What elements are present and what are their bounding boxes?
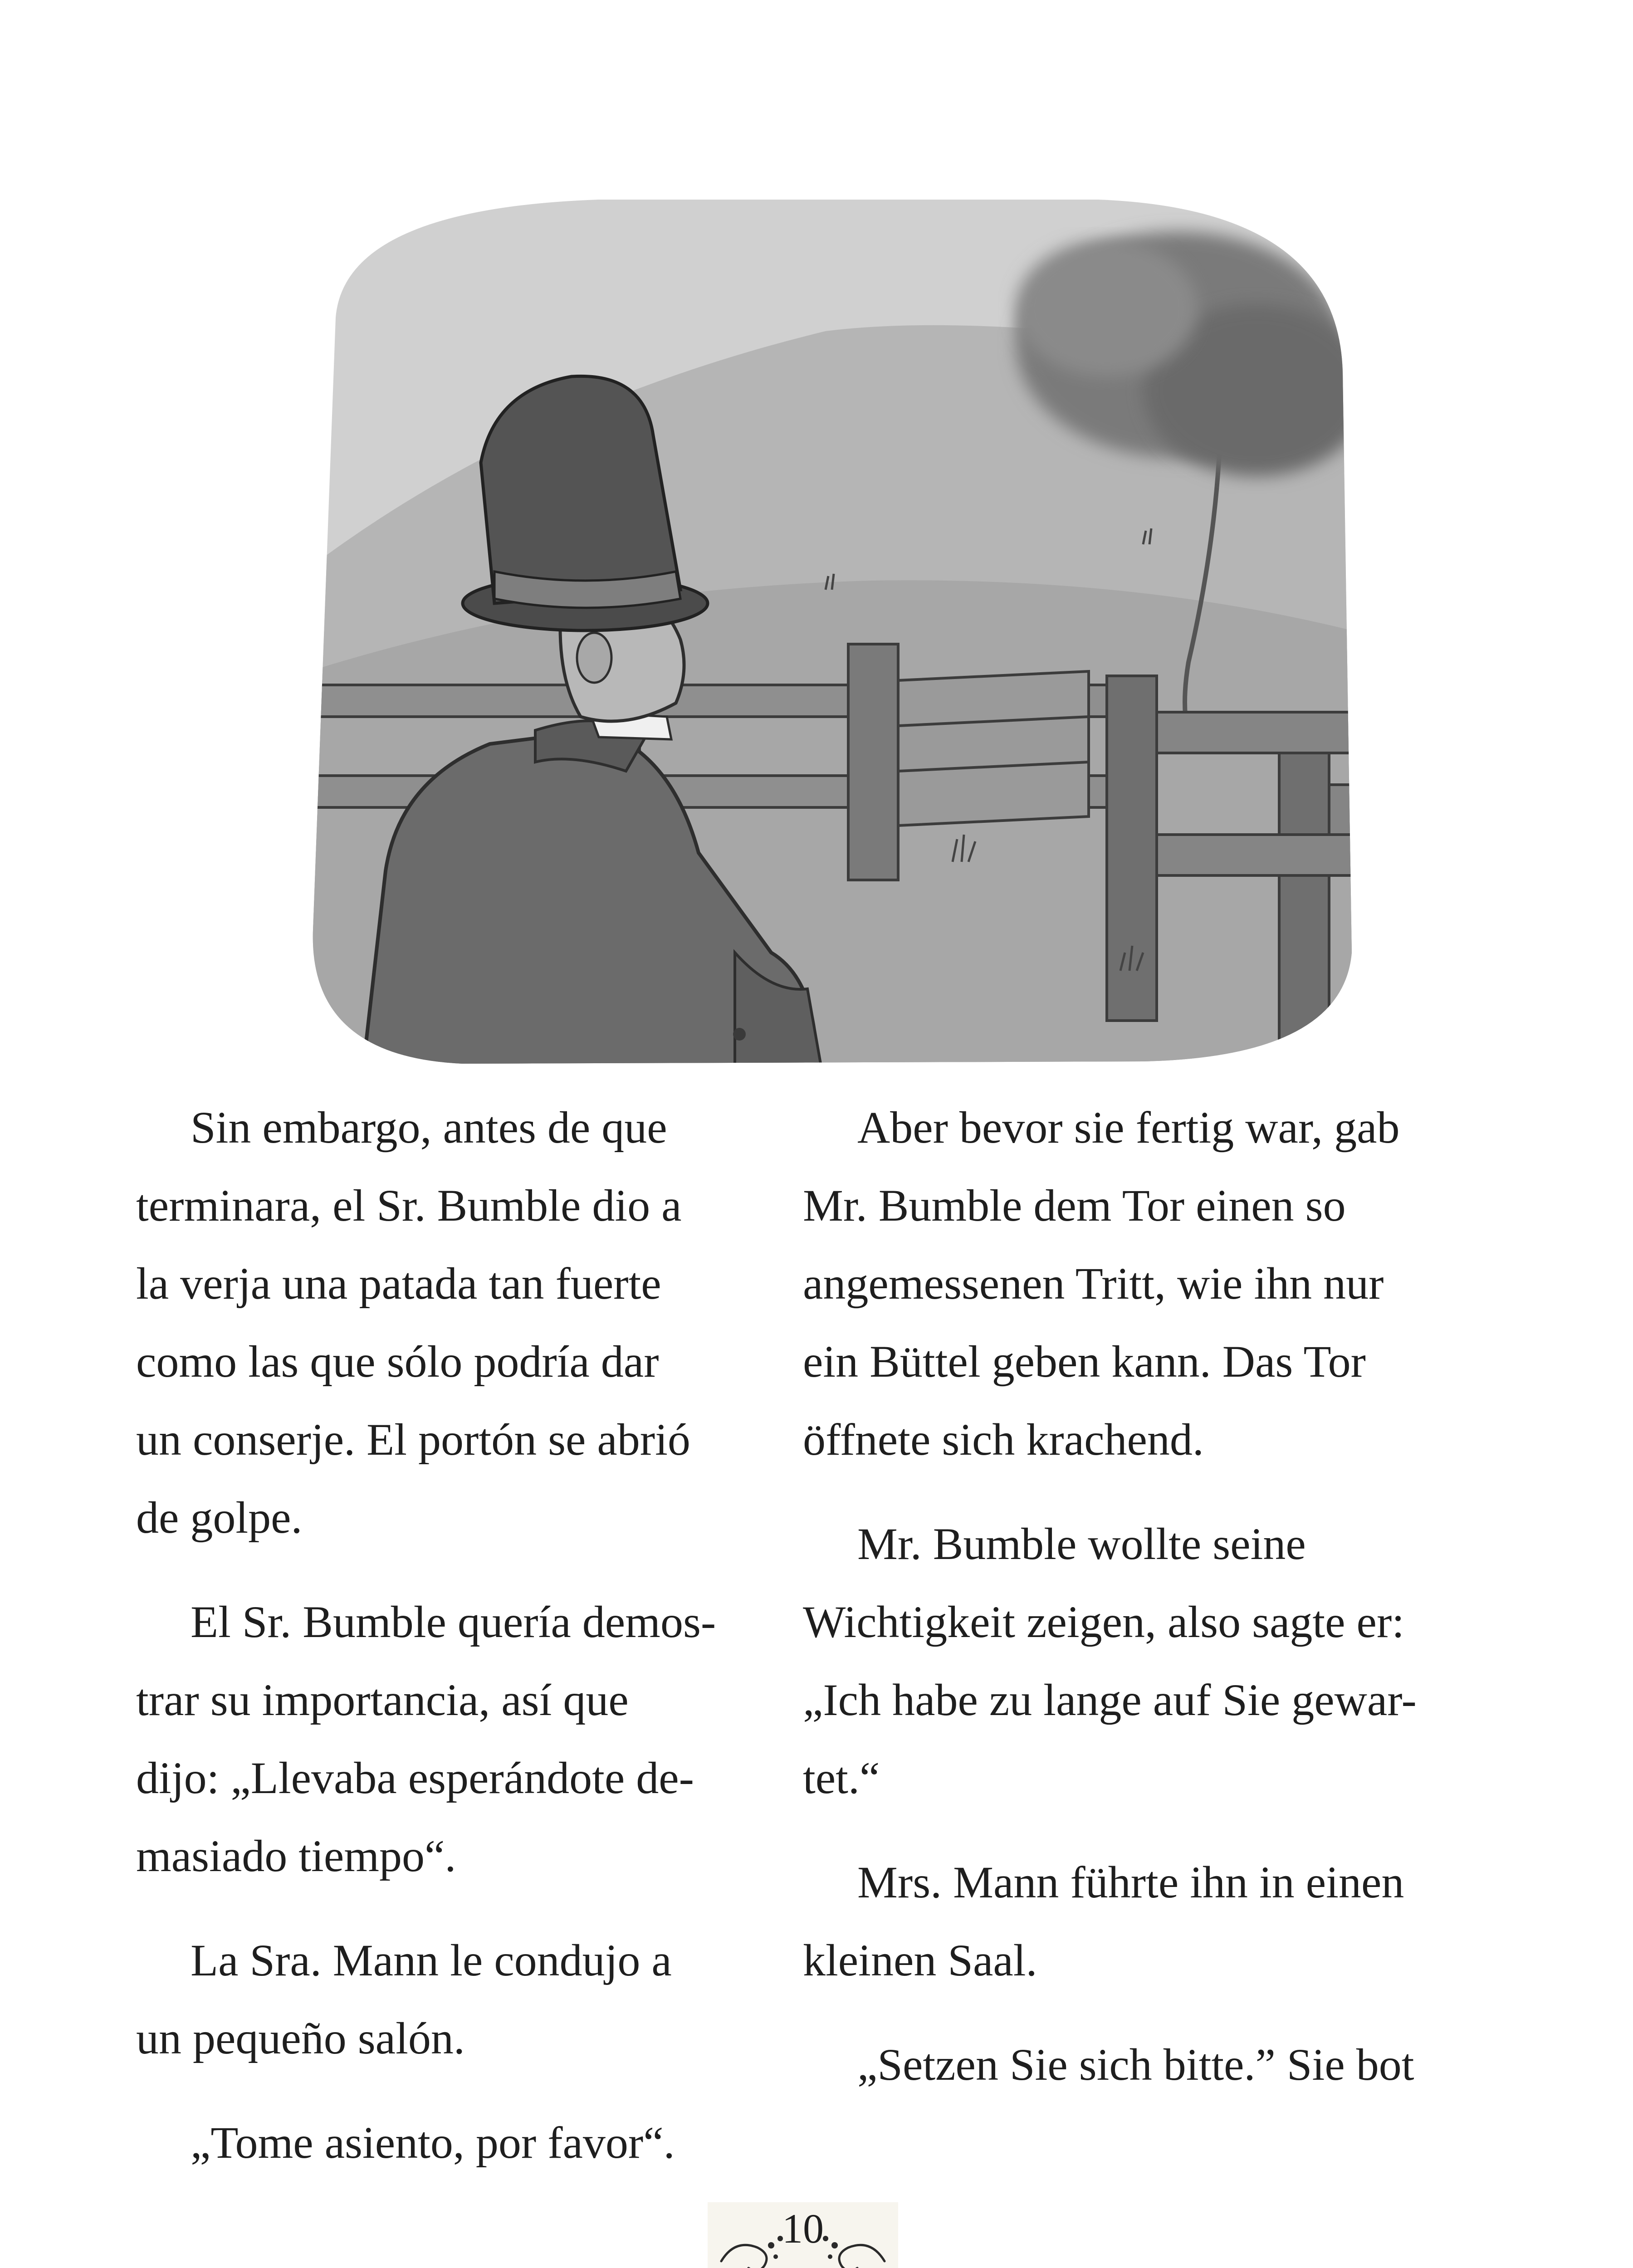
paragraph-es-4: „Tome asiento, por favor“. xyxy=(191,2117,675,2168)
paragraph-de-2: Mr. Bumble wollte seine Wichtigkeit zeigen, also sagte er: „Ich habe zu lange auf Sie gewar- tet.“ xyxy=(803,1519,1417,1803)
paragraph-de-3: Mrs. Mann führte ihn in einen kleinen Saal. xyxy=(803,1857,1404,1985)
spanish-text-column xyxy=(136,1089,803,2208)
paragraph-de-1: Aber bevor sie fertig war, gab Mr. Bumble dem Tor einen so angemessenen Tritt, wie ihn nur ein Büttel geben kann. Das Tor öffnete sich krachend. xyxy=(803,1102,1400,1465)
page-number: 10 xyxy=(782,2205,824,2252)
mr-bumble-at-gate-illustration xyxy=(281,181,1370,1066)
illustration xyxy=(281,181,1370,1066)
page-footer xyxy=(708,2202,898,2268)
paragraph-de-4: „Setzen Sie sich bitte.” Sie bot xyxy=(857,2039,1414,2090)
paragraph-es-1: Sin embargo, antes de que terminara, el Sr. Bumble dio a la verja una patada tan fuerte como las que sólo podría dar un conserje. El portón se abrió de golpe. xyxy=(136,1102,690,1543)
german-text-column xyxy=(803,1089,1470,2130)
paragraph-es-3: La Sra. Mann le condujo a un pequeño salón. xyxy=(136,1935,672,2063)
paragraph-es-2: El Sr. Bumble quería demos- trar su importancia, así que dijo: „Llevaba esperándote de- masiado tiempo“. xyxy=(136,1597,716,1881)
